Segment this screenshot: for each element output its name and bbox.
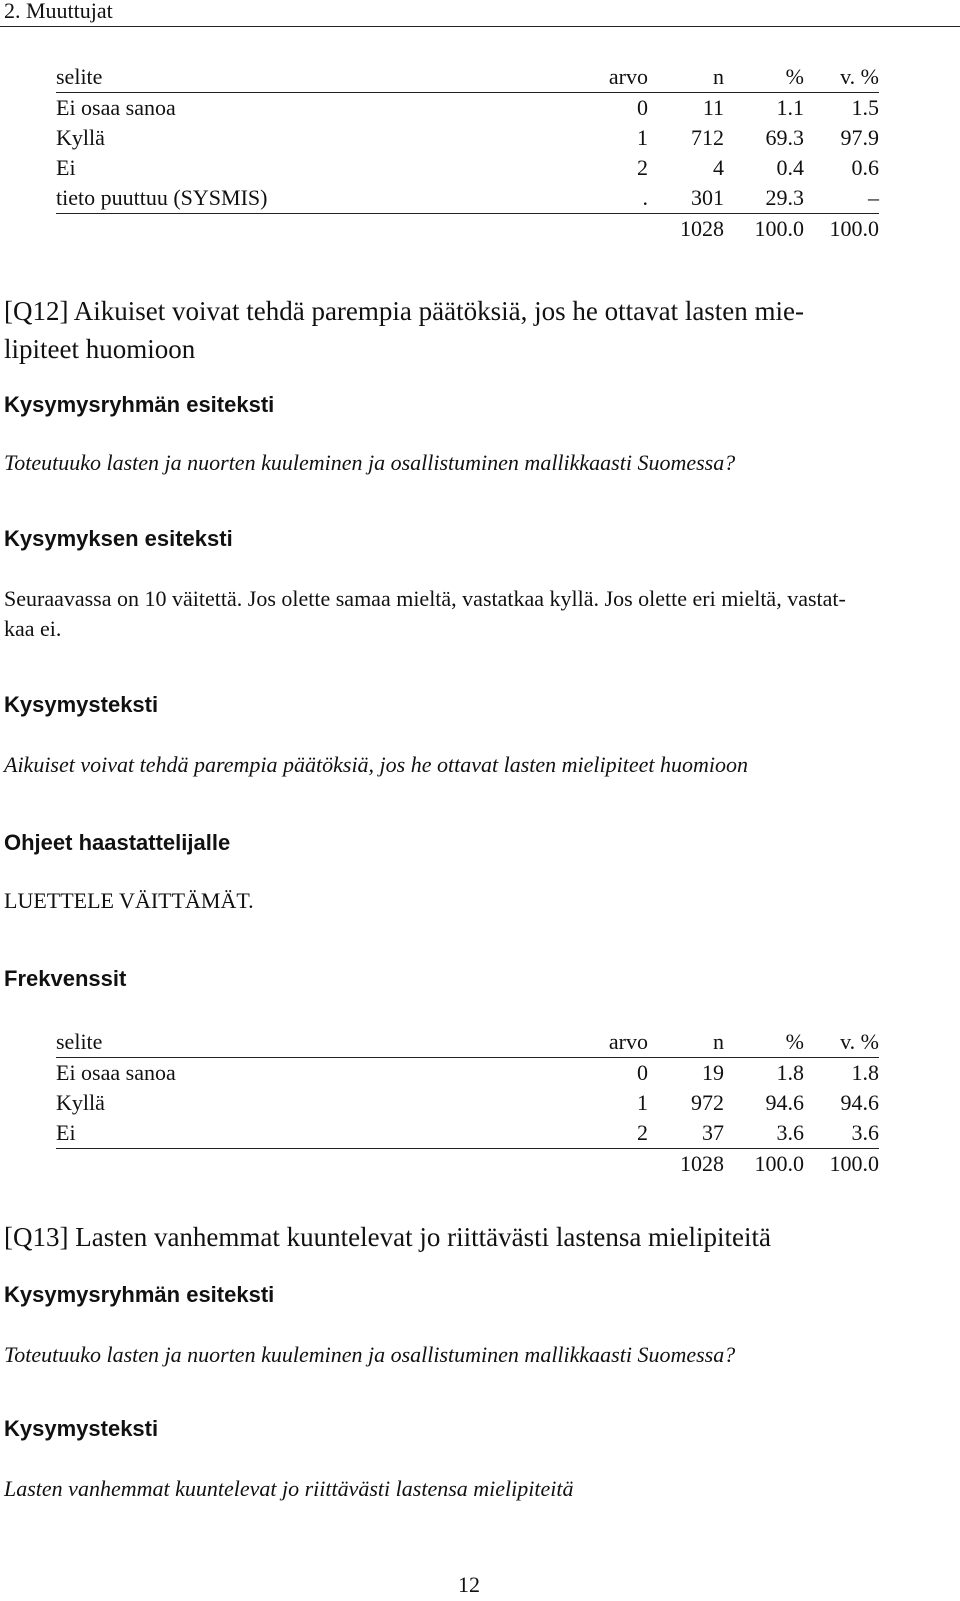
- question-pretext-line: Seuraavassa on 10 väitettä. Jos olette samaa mieltä, vastatkaa kyllä. Jos olette eri mieltä, vastat-: [4, 586, 846, 611]
- col-header-n: n: [648, 62, 724, 93]
- cell-label: tieto puuttuu (SYSMIS): [56, 183, 604, 214]
- col-header-arvo: arvo: [604, 62, 648, 93]
- col-header-pct: %: [724, 62, 804, 93]
- interviewer-instructions-label: Ohjeet haastattelijalle: [4, 830, 231, 855]
- cell-label: Kyllä: [56, 1090, 105, 1115]
- cell-arvo: 1: [637, 125, 648, 150]
- cell-valid-pct: 3.6: [804, 1118, 879, 1149]
- cell-arvo: [604, 1149, 648, 1180]
- table-header-row: [56, 62, 879, 93]
- col-header-valid-pct: v. %: [804, 62, 879, 93]
- cell-valid-pct: 0.6: [851, 155, 879, 180]
- question-title-line: [Q12] Aikuiset voivat tehdä parempia päätöksiä, jos he ottavat lasten mie-: [4, 296, 805, 326]
- page-number: 12: [458, 1572, 480, 1597]
- table-row: [56, 123, 879, 153]
- table-total-row: [56, 1149, 879, 1180]
- question-title-line: lipiteet huomioon: [4, 334, 196, 364]
- total-pct: 100.0: [754, 216, 804, 241]
- cell-arvo: 1: [637, 1090, 648, 1115]
- question-text-label: Kysymysteksti: [4, 1416, 159, 1441]
- table-total-row: [56, 214, 879, 245]
- question-title-q13: [Q13] Lasten vanhemmat kuuntelevat jo riittävästi lastensa mielipiteitä: [4, 1222, 772, 1252]
- cell-label: Kyllä: [56, 125, 105, 150]
- cell-arvo: [604, 214, 648, 245]
- cell-arvo: 2: [637, 155, 648, 180]
- col-header-selite: selite: [56, 62, 604, 93]
- cell-valid-pct: 94.6: [840, 1090, 879, 1115]
- table-row: [56, 1118, 879, 1149]
- question-pretext: [4, 584, 934, 644]
- cell-pct: 3.6: [724, 1118, 804, 1149]
- total-n: 1028: [680, 1151, 724, 1176]
- frequency-table-1: [56, 62, 879, 244]
- total-n: 1028: [680, 216, 724, 241]
- question-pretext-line: kaa ei.: [4, 616, 62, 641]
- col-header-selite: selite: [56, 1027, 604, 1058]
- cell-valid-pct: 1.5: [851, 95, 879, 120]
- total-valid-pct: 100.0: [829, 1151, 879, 1176]
- cell-n: 712: [691, 125, 724, 150]
- total-pct: 100.0: [754, 1151, 804, 1176]
- frequency-table-2: [56, 1027, 879, 1179]
- section-header: 2. Muuttujat: [4, 0, 113, 23]
- cell-pct: 1.8: [776, 1060, 804, 1085]
- cell-label: [56, 214, 604, 245]
- table-row: [56, 93, 879, 124]
- cell-arvo: .: [604, 183, 648, 214]
- group-pretext-label: Kysymysryhmän esiteksti: [4, 1282, 275, 1307]
- group-pretext: Toteutuuko lasten ja nuorten kuuleminen ja osallistuminen mallikkaasti Suomessa?: [4, 1342, 736, 1367]
- col-header-arvo: arvo: [604, 1027, 648, 1058]
- cell-label: Ei osaa sanoa: [56, 1060, 176, 1085]
- interviewer-instructions: LUETTELE VÄITTÄMÄT.: [4, 888, 254, 913]
- col-header-valid-pct: v. %: [804, 1027, 879, 1058]
- cell-n: 11: [702, 95, 724, 120]
- question-text: Aikuiset voivat tehdä parempia päätöksiä, jos he ottavat lasten mielipiteet huomioon: [4, 752, 749, 777]
- cell-label: Ei: [56, 1118, 604, 1149]
- cell-pct: 0.4: [776, 155, 804, 180]
- total-valid-pct: 100.0: [829, 216, 879, 241]
- cell-label: Ei: [56, 155, 76, 180]
- cell-n: 37: [648, 1118, 724, 1149]
- cell-arvo: 0: [637, 95, 648, 120]
- cell-n: 4: [713, 155, 724, 180]
- question-text-label: Kysymysteksti: [4, 692, 159, 717]
- group-pretext-label: Kysymysryhmän esiteksti: [4, 392, 275, 417]
- group-pretext: Toteutuuko lasten ja nuorten kuuleminen ja osallistuminen mallikkaasti Suomessa?: [4, 450, 736, 475]
- cell-arvo: 2: [604, 1118, 648, 1149]
- cell-pct: 69.3: [765, 125, 804, 150]
- cell-valid-pct: –: [804, 183, 879, 214]
- cell-pct: 1.1: [776, 95, 804, 120]
- table-row: [56, 1088, 879, 1118]
- cell-n: 301: [648, 183, 724, 214]
- header-rule: [0, 26, 960, 27]
- cell-pct: 29.3: [724, 183, 804, 214]
- frequencies-label: Frekvenssit: [4, 966, 127, 991]
- cell-valid-pct: 97.9: [840, 125, 879, 150]
- cell-pct: 94.6: [765, 1090, 804, 1115]
- question-title-q12: [4, 292, 804, 368]
- question-text: Lasten vanhemmat kuuntelevat jo riittävästi lastensa mielipiteitä: [4, 1476, 574, 1501]
- cell-arvo: 0: [637, 1060, 648, 1085]
- table-row: [56, 153, 879, 183]
- col-header-pct: %: [724, 1027, 804, 1058]
- cell-label: [56, 1149, 604, 1180]
- table-row: [56, 1058, 879, 1089]
- cell-n: 972: [691, 1090, 724, 1115]
- table-header-row: [56, 1027, 879, 1058]
- cell-n: 19: [702, 1060, 724, 1085]
- cell-label: Ei osaa sanoa: [56, 95, 176, 120]
- cell-valid-pct: 1.8: [851, 1060, 879, 1085]
- col-header-n: n: [648, 1027, 724, 1058]
- table-row: [56, 183, 879, 214]
- question-pretext-label: Kysymyksen esiteksti: [4, 526, 233, 551]
